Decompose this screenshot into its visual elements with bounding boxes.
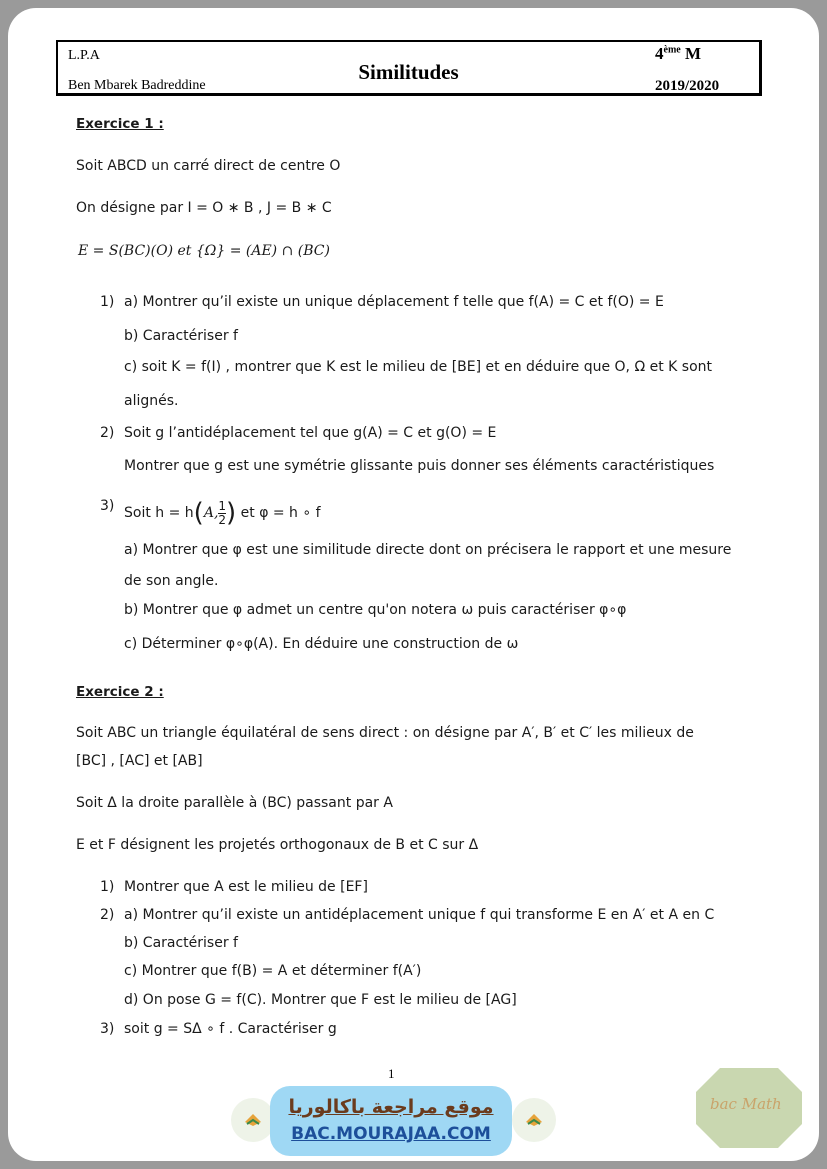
logo-text: bac Math — [710, 1095, 782, 1113]
site-url-link[interactable]: BAC.MOURAJAA.COM — [291, 1124, 491, 1144]
school-name: L.P.A — [68, 48, 100, 63]
page-number: 1 — [388, 1066, 395, 1081]
ex2-q3-number: 3) — [100, 1021, 115, 1037]
page-title: Similitudes — [358, 60, 459, 84]
ex2-q2d: d) On pose G = f(C). Montrer que F est le milieu de [AG] — [124, 992, 517, 1008]
ex1-q1c-cont: alignés. — [124, 393, 179, 409]
ex2-q2b: b) Caractériser f — [124, 935, 238, 951]
ex1-q3a-cont: de son angle. — [124, 573, 219, 589]
ex1-q3a: a) Montrer que φ est une similitude directe dont on précisera le rapport et une mesure — [124, 542, 732, 558]
teacher-name: Ben Mbarek Badreddine — [68, 78, 206, 93]
exercise-2-title: Exercice 2 : — [76, 684, 164, 700]
ex1-q1b: b) Caractériser f — [124, 328, 238, 344]
ex2-q1: Montrer que A est le milieu de [EF] — [124, 879, 368, 895]
ex1-q3c: c) Déterminer φ∘φ(A). En déduire une construction de ω — [124, 636, 519, 652]
site-banner[interactable] — [270, 1086, 512, 1156]
exercise-1-title: Exercice 1 : — [76, 116, 164, 132]
ex1-intro-1: Soit ABCD un carré direct de centre O — [76, 158, 341, 174]
ex2-q2a: a) Montrer qu’il existe un antidéplacement unique f qui transforme E en A′ et A en C — [124, 907, 715, 923]
ex1-intro-3: E = S(BC)(O) et {Ω} = (AE) ∩ (BC) — [78, 243, 330, 259]
ex2-q2-number: 2) — [100, 907, 115, 923]
document-header — [56, 40, 762, 96]
ex2-q2c: c) Montrer que f(B) = A et déterminer f(A′) — [124, 963, 422, 979]
ex2-q1-number: 1) — [100, 879, 115, 895]
ex2-intro-3: E et F désignent les projetés orthogonaux de B et C sur Δ — [76, 837, 479, 853]
ex2-intro-2: Soit Δ la droite parallèle à (BC) passant par A — [76, 795, 393, 811]
ex1-q3: Soit h = h(A, $\frac{1}{2}$ ) et φ = h ∘ f — [124, 498, 321, 528]
school-year: 2019/2020 — [655, 78, 720, 94]
right-badge-icon — [512, 1098, 556, 1142]
class-level: 4ème M — [655, 44, 702, 63]
ex1-q3-number: 3) — [100, 498, 115, 514]
ex1-q2b: Montrer que g est une symétrie glissante puis donner ses éléments caractéristiques — [124, 458, 715, 474]
ex1-q3b: b) Montrer que φ admet un centre qu'on notera ω puis caractériser φ∘φ — [124, 602, 627, 618]
ex1-intro-2: On désigne par I = O ∗ B , J = B ∗ C — [76, 200, 332, 216]
ex1-q1c: c) soit K = f(I) , montrer que K est le milieu de [BE] et en déduire que O, Ω et K sont — [124, 359, 712, 375]
ex1-q1-number: 1) — [100, 294, 115, 310]
ex1-q2: Soit g l’antidéplacement tel que g(A) = C et g(O) = E — [124, 425, 497, 441]
ex1-q2-number: 2) — [100, 425, 115, 441]
left-badge-icon — [231, 1098, 275, 1142]
ex2-q3: soit g = SΔ ∘ f . Caractériser g — [124, 1021, 337, 1037]
ex2-intro-1: Soit ABC un triangle équilatéral de sens direct : on désigne par A′, B′ et C′ les milieux de — [76, 725, 694, 741]
ex2-intro-1-cont: [BC] , [AC] et [AB] — [76, 753, 203, 769]
ex1-q1a: a) Montrer qu’il existe un unique déplacement f telle que f(A) = C et f(O) = E — [124, 294, 664, 310]
site-arabic-name: موقع مراجعة باكالوريا — [288, 1096, 494, 1118]
